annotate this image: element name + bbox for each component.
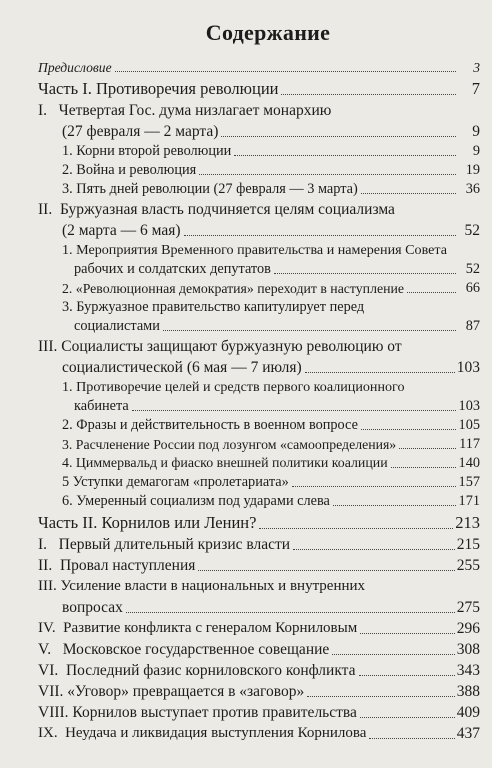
toc-entry-section [38,241,480,279]
toc-entry-section [38,161,480,180]
leader-dots [307,696,455,697]
toc-entry-text: (27 февраля — 2 марта) [62,123,219,140]
toc-entry-chapter [38,639,480,660]
leader-dots [391,467,456,468]
toc-entry-section [38,454,480,473]
toc-entry-line1: III. Усиление власти в национальных и внутренних [38,578,366,594]
toc-entry-text: Предисловие [38,60,112,75]
toc-page-number: 275 [456,599,480,616]
toc-page-number: 157 [458,474,480,490]
leader-dots [132,410,456,411]
leader-dots [305,372,455,373]
toc-entry-section [38,142,480,161]
leader-dots [399,448,456,449]
leader-dots [199,174,456,175]
toc-entry-text: 2. «Революционная демократия» переходит в наступление [62,281,404,296]
toc-page-number: 87 [465,318,480,334]
toc-page-number: 36 [465,181,480,197]
table-of-contents [38,58,480,744]
toc-entry-section [38,378,480,416]
toc-entry-text: I. Первый длительный кризис власти [38,536,291,553]
toc-entry-text: 6. Умеренный социализм под ударами слева [62,493,330,509]
leader-dots [184,235,456,236]
toc-entry-text: 5 Уступки демагогам «пролетариата» [62,474,289,490]
toc-entry-text: 2. Фразы и действительность в военном вопросе [62,417,358,433]
toc-page-number: 7 [471,79,480,98]
toc-entry-chapter [38,660,480,681]
toc-page-number: 9 [472,143,480,159]
toc-entry-section [38,416,480,435]
toc-entry-section [38,298,480,336]
toc-entry-text: IX. Неудача и ликвидация выступления Корнилова [38,725,367,741]
toc-entry-chapter-1 [38,100,480,142]
leader-dots [407,292,456,293]
toc-page-number: 437 [456,725,480,742]
toc-entry-chapter-2 [38,199,480,241]
toc-page-number: 308 [456,641,480,658]
toc-page-number: 296 [456,620,480,637]
leader-dots [234,155,456,156]
toc-page-number: 255 [456,557,480,574]
toc-page-number: 140 [458,455,480,471]
toc-page-number: 213 [455,513,480,532]
toc-entry-text: V. Московское государственное совещание [38,641,330,658]
toc-entry-text: 4. Циммервальд и фиаско внешней политики коалиции [62,456,388,471]
toc-entry-part-1 [38,77,480,100]
toc-entry-chapter [38,702,480,723]
leader-dots [259,528,453,529]
toc-entry-line1: I. Четвертая Гос. дума низлагает монархию [38,102,332,119]
toc-entry-line1: 3. Буржуазное правительство капитулирует перед [62,299,365,315]
toc-entry-chapter [38,576,480,618]
toc-entry-chapter [38,618,480,639]
toc-entry-line1: II. Буржуазная власть подчиняется целям социализма [38,201,395,218]
toc-page-number: 9 [472,123,480,140]
toc-entry-chapter [38,555,480,576]
page-title: Содержание [205,20,331,45]
toc-entry-section [38,180,480,199]
toc-entry-text: IV. Развитие конфликта с генералом Корниловым [38,620,358,636]
toc-page-number: 215 [456,536,480,553]
toc-page-number: 52 [465,261,480,277]
toc-entry-text: 3. Пять дней революции (27 февраля — 3 марта) [62,181,358,197]
leader-dots [293,549,455,550]
toc-page-number: 52 [464,222,480,239]
toc-page-number: 388 [456,683,480,700]
toc-entry-text: кабинета [74,398,129,414]
toc-entry-text: 3. Расчленение России под лозунгом «самоопределения» [62,437,397,452]
toc-page-number: 409 [456,704,480,721]
leader-dots [332,654,454,655]
toc-entry-section [38,492,480,511]
toc-entry-text: II. Провал наступления [38,557,196,574]
toc-page-number: 171 [458,493,480,509]
toc-page-number: 19 [465,162,480,178]
toc-page-number: 103 [458,398,480,414]
leader-dots [360,633,455,634]
toc-entry-chapter [38,723,480,744]
toc-entry-text: VIII. Корнилов выступает против правительства [38,704,357,721]
leader-dots [221,136,456,137]
toc-entry-section [38,435,480,454]
toc-page-number: 343 [456,662,480,679]
toc-entry-chapter [38,681,480,702]
leader-dots [126,612,455,613]
toc-entry-text: Часть I. Противоречия революции [38,79,279,98]
toc-page-number: 66 [465,280,480,296]
toc-entry-text: 2. Война и революция [62,162,197,178]
toc-entry-text: социалистической (6 мая — 7 июля) [62,359,302,376]
toc-entry-text: 1. Корни второй революции [62,143,232,159]
toc-page-number: 117 [459,436,480,452]
leader-dots [359,675,455,676]
toc-entry-section [38,279,480,298]
toc-entry-text: VI. Последний фазис корниловского конфликта [38,662,356,679]
leader-dots [163,330,456,331]
toc-page-number: 103 [456,359,480,376]
leader-dots [292,486,456,487]
leader-dots [333,505,456,506]
toc-entry-text: Часть II. Корнилов или Ленин? [38,513,257,532]
toc-entry-text: VII. «Уговор» превращается в «заговор» [38,683,305,700]
toc-entry-section [38,473,480,492]
leader-dots [369,738,454,739]
leader-dots [115,71,456,72]
toc-entry-line1: 1. Противоречие целей и средств первого коалиционного [62,379,405,395]
toc-entry-text: (2 марта — 6 мая) [62,222,181,239]
leader-dots [361,193,456,194]
leader-dots [361,429,456,430]
toc-entry-preface [38,58,480,77]
toc-entry-text: рабочих и солдатских депутатов [74,261,271,277]
toc-page-number: 105 [458,417,480,433]
toc-entry-line1: 1. Мероприятия Временного правительства и намерения Совета [62,242,447,258]
toc-entry-part-2 [38,511,480,534]
leader-dots [360,717,455,718]
toc-entry-text: вопросах [62,599,123,616]
toc-page-number: 3 [473,60,480,75]
toc-entry-chapter-3 [38,336,480,378]
toc-entry-line1: III. Социалисты защищают буржуазную революцию от [38,338,402,355]
toc-entry-chapter [38,534,480,555]
leader-dots [281,94,456,95]
leader-dots [274,273,456,274]
toc-entry-text: социалистами [74,318,160,334]
leader-dots [198,570,454,571]
